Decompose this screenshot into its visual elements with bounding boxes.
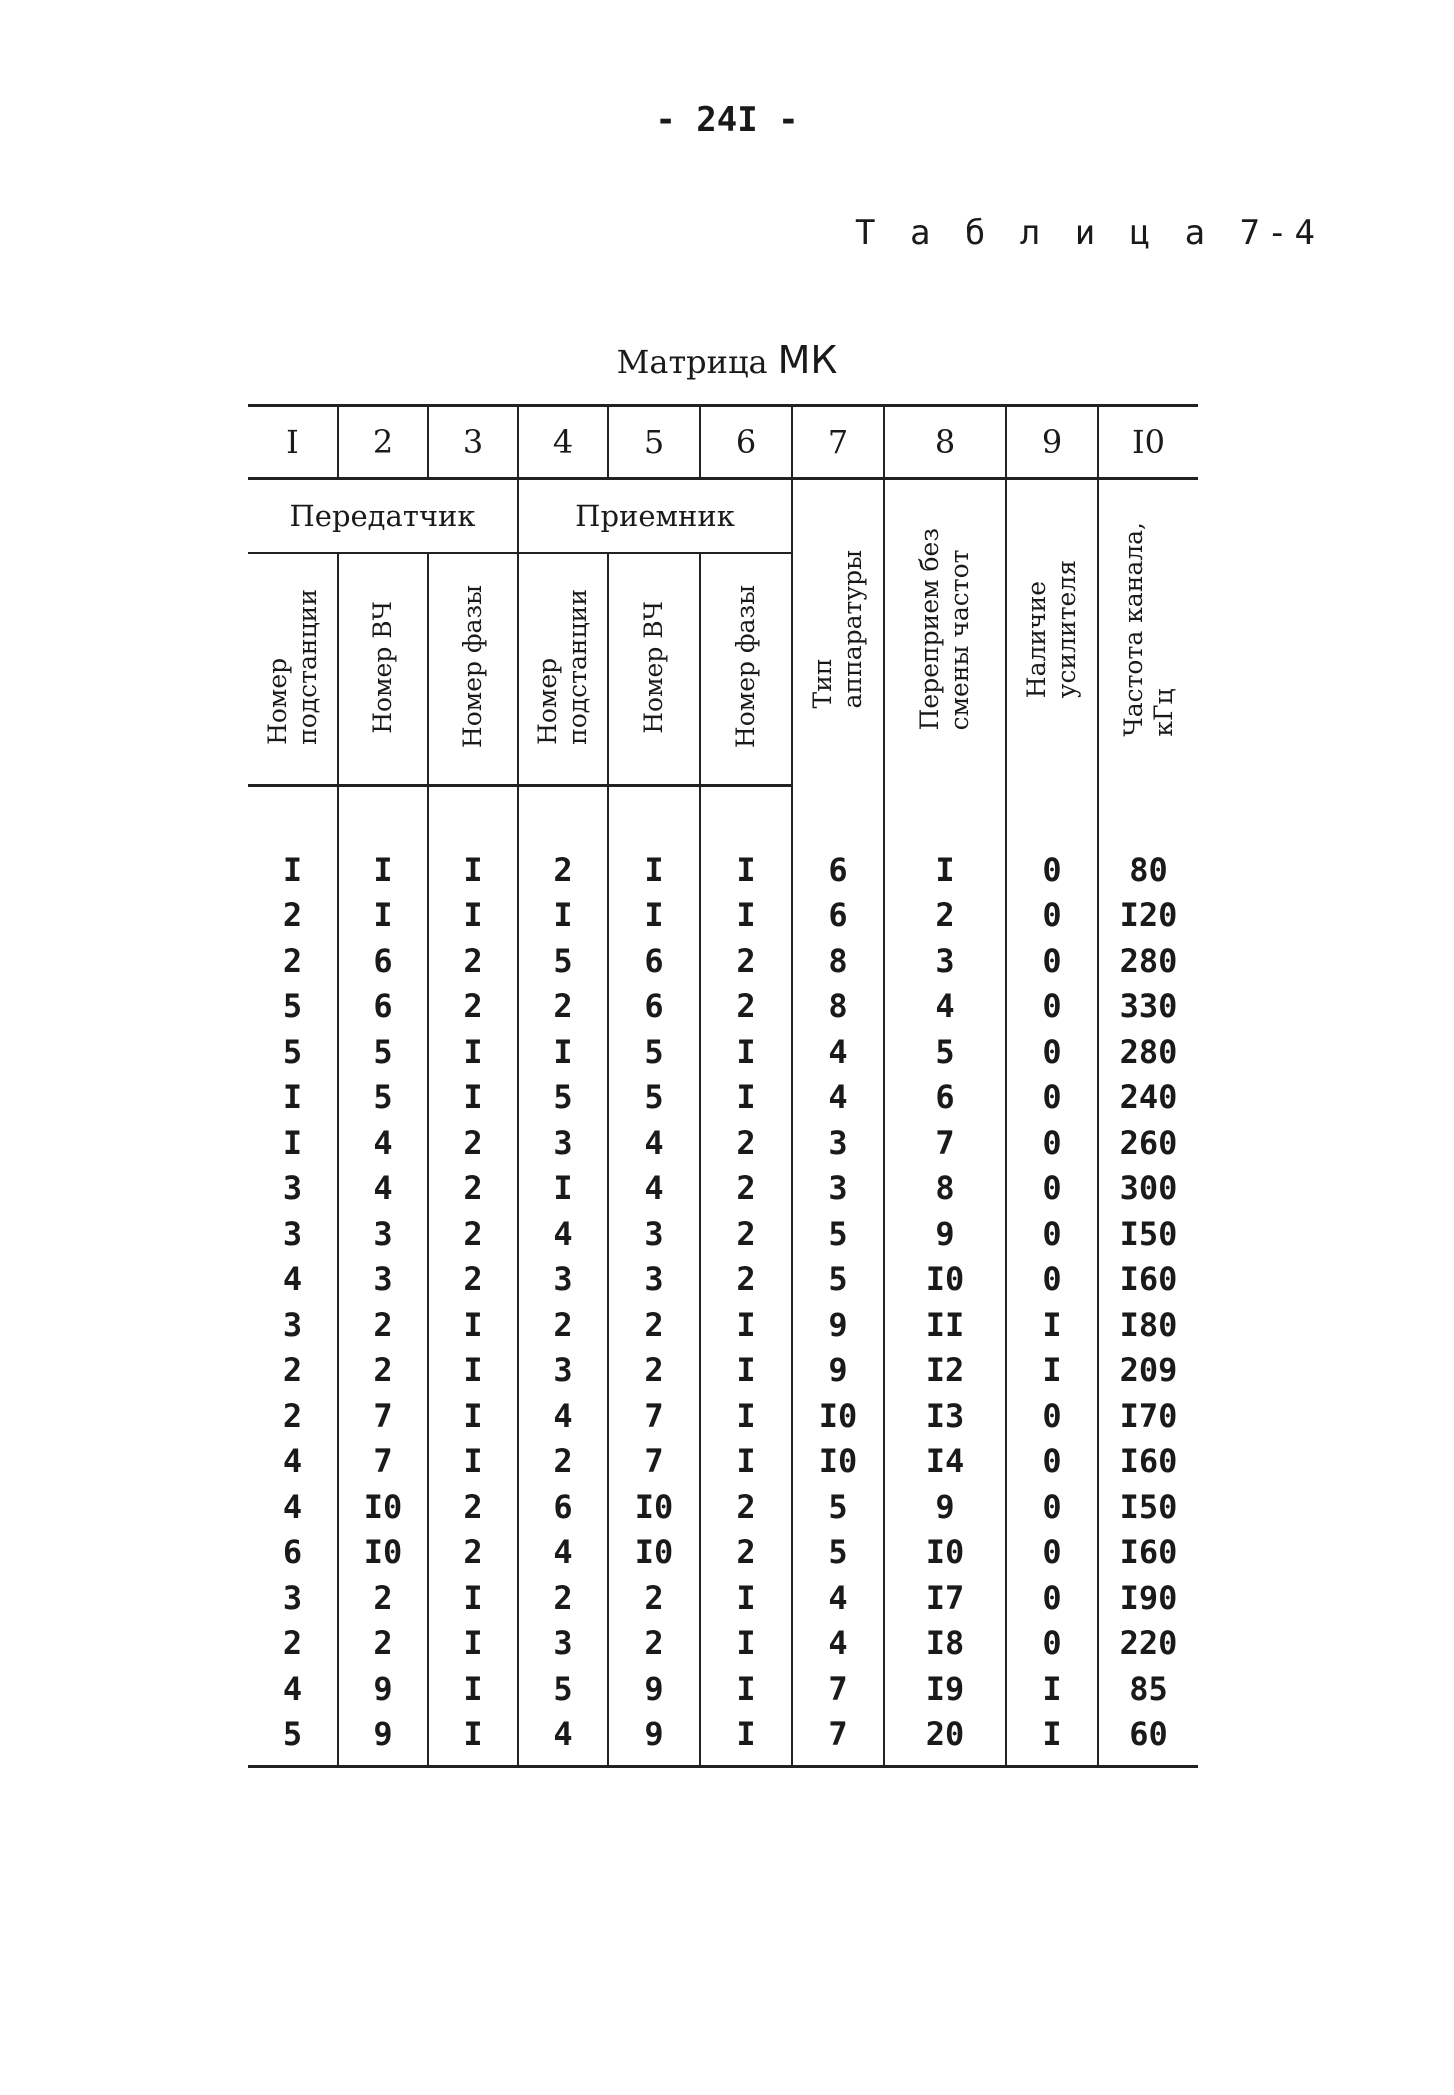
table-cell: 5	[792, 1257, 884, 1303]
table-cell: 0	[1006, 1029, 1098, 1075]
table-cell: I	[428, 1393, 518, 1439]
table-cell: 4	[282, 1260, 303, 1299]
table-cell: 0	[1006, 893, 1098, 939]
table-cell: I	[608, 893, 700, 939]
table-row	[248, 1257, 1198, 1303]
table-cell: 280	[1098, 1029, 1198, 1075]
table-cell: I	[1006, 1666, 1098, 1712]
table-row	[248, 1575, 1198, 1621]
table-cell: 60	[1098, 1712, 1198, 1767]
table-cell: 4	[792, 1621, 884, 1667]
table-cell: 4	[884, 984, 1006, 1030]
header-tx-phase: Номер фазы	[428, 553, 518, 786]
table-cell: 5	[608, 1029, 700, 1075]
table-cell: I0	[884, 1257, 1006, 1303]
table-cell: I0	[338, 1530, 428, 1576]
table-cell: 2	[700, 1484, 792, 1530]
table-cell: 9	[884, 1211, 1006, 1257]
table-row	[248, 1120, 1198, 1166]
header-rx-substation: Номер подстанции	[518, 553, 608, 786]
table-cell: I	[700, 1621, 792, 1667]
table-cell: 3	[282, 1214, 303, 1253]
table-cell: I	[338, 893, 428, 939]
table-cell: I	[428, 1712, 518, 1767]
table-cell: I	[608, 847, 700, 893]
table-cell: 4	[518, 1712, 608, 1767]
table-cell: I	[884, 847, 1006, 893]
table-cell: 2	[338, 1348, 428, 1394]
table-row	[248, 1348, 1198, 1394]
table-cell: 3	[608, 1211, 700, 1257]
table-cell: 5	[518, 1666, 608, 1712]
table-row	[248, 1393, 1198, 1439]
table-cell: 260	[1098, 1120, 1198, 1166]
table-cell: 0	[1006, 1484, 1098, 1530]
table-cell: 3	[518, 1348, 608, 1394]
table-cell: 2	[608, 1621, 700, 1667]
table-cell: I50	[1098, 1211, 1198, 1257]
table-cell: 280	[1098, 938, 1198, 984]
table-cell: 2	[700, 1166, 792, 1212]
header-amplifier: Наличие усилителя	[1006, 479, 1098, 786]
table-cell: 2	[282, 1351, 303, 1390]
table-cell: 5	[248, 1712, 338, 1767]
column-number: 8	[884, 406, 1006, 479]
table-cell: 3	[884, 938, 1006, 984]
column-number: 3	[428, 406, 518, 479]
table-cell: 5	[884, 1029, 1006, 1075]
table-cell: I4	[884, 1439, 1006, 1485]
table-cell: I20	[1098, 893, 1198, 939]
table-cell: 300	[1098, 1166, 1198, 1212]
table-cell: I	[428, 1666, 518, 1712]
table-cell: 5	[792, 1211, 884, 1257]
header-frequency: Частота канала, кГц	[1098, 479, 1198, 786]
table-row	[248, 1530, 1198, 1576]
table-cell: 6	[792, 893, 884, 939]
table-cell: I60	[1098, 1257, 1198, 1303]
table-cell: 2	[428, 1166, 518, 1212]
table-row	[248, 1439, 1198, 1485]
table-cell: I3	[884, 1393, 1006, 1439]
table-cell: 5	[338, 1029, 428, 1075]
table-cell: I	[428, 847, 518, 893]
table-cell: 2	[518, 984, 608, 1030]
table-cell: I	[700, 847, 792, 893]
table-row	[248, 1712, 1198, 1767]
table-cell: I	[1006, 1348, 1098, 1394]
table-cell: 6	[338, 938, 428, 984]
table-cell: I	[428, 1621, 518, 1667]
table-caption	[0, 338, 1454, 382]
table-cell: I	[518, 893, 608, 939]
column-number: I	[248, 406, 338, 479]
table-row	[248, 847, 1198, 893]
table-cell: 3	[608, 1257, 700, 1303]
table-cell: I70	[1098, 1393, 1198, 1439]
table-cell: 4	[338, 1166, 428, 1212]
table-cell: 4	[608, 1120, 700, 1166]
table-cell: I80	[1098, 1302, 1198, 1348]
matrix-table	[248, 404, 1198, 1768]
table-cell: II	[884, 1302, 1006, 1348]
table-cell: 3	[518, 1621, 608, 1667]
table-cell: 2	[428, 1484, 518, 1530]
table-cell: 0	[1006, 984, 1098, 1030]
table-cell: I	[700, 1075, 792, 1121]
column-number: 6	[700, 406, 792, 479]
table-cell: 330	[1098, 984, 1198, 1030]
table-cell: 7	[884, 1120, 1006, 1166]
table-cell: I	[700, 1666, 792, 1712]
table-cell: 0	[1006, 847, 1098, 893]
table-cell: 2	[428, 1120, 518, 1166]
table-cell: 0	[1006, 1211, 1098, 1257]
table-cell: I9	[884, 1666, 1006, 1712]
table-cell: I	[282, 1078, 303, 1117]
column-number: 7	[792, 406, 884, 479]
table-cell: 2	[608, 1348, 700, 1394]
table-cell: I	[428, 1075, 518, 1121]
table-cell: 0	[1006, 1621, 1098, 1667]
table-cell: 80	[1098, 847, 1198, 893]
table-row	[248, 1075, 1198, 1121]
table-cell: I	[700, 1575, 792, 1621]
group-receiver: Приемник	[518, 479, 792, 554]
table-row	[248, 1302, 1198, 1348]
table-cell: 0	[1006, 1120, 1098, 1166]
table-cell: 2	[700, 938, 792, 984]
table-cell: I	[1006, 1712, 1098, 1767]
table-cell: 209	[1098, 1348, 1198, 1394]
table-cell: 2	[700, 1257, 792, 1303]
table-row	[248, 1166, 1198, 1212]
table-cell: I0	[792, 1393, 884, 1439]
table-cell: 3	[338, 1257, 428, 1303]
table-cell: I	[428, 1439, 518, 1485]
table-cell: 5	[792, 1530, 884, 1576]
table-cell: 9	[608, 1712, 700, 1767]
table-cell: 7	[608, 1393, 700, 1439]
header-equipment-type: Тип аппаратуры	[792, 479, 884, 786]
table-cell: I	[428, 1575, 518, 1621]
table-cell: 2	[338, 1302, 428, 1348]
table-cell: 2	[282, 896, 303, 935]
table-cell: 0	[1006, 1166, 1098, 1212]
table-cell: 220	[1098, 1621, 1198, 1667]
table-cell: 2	[428, 1211, 518, 1257]
table-cell: I0	[338, 1484, 428, 1530]
group-header-row	[248, 479, 1198, 554]
table-cell: 2	[282, 941, 303, 980]
column-number: 9	[1006, 406, 1098, 479]
table-cell: 2	[884, 893, 1006, 939]
table-cell: 3	[518, 1120, 608, 1166]
table-row	[248, 1211, 1198, 1257]
table-cell: 7	[792, 1712, 884, 1767]
table-cell: 4	[518, 1393, 608, 1439]
table-cell: 4	[282, 1487, 303, 1526]
table-cell: 8	[792, 938, 884, 984]
table-cell: I0	[884, 1530, 1006, 1576]
table-cell: I	[518, 1029, 608, 1075]
caption-text: Матрица	[616, 343, 768, 381]
table-cell: I0	[608, 1484, 700, 1530]
table-cell: I	[700, 1712, 792, 1767]
table-cell: I0	[608, 1530, 700, 1576]
table-cell: 2	[518, 1439, 608, 1485]
table-cell: 20	[884, 1712, 1006, 1767]
table-cell: 4	[518, 1530, 608, 1576]
page-number: - 24I -	[655, 100, 799, 140]
table-cell: 6	[518, 1484, 608, 1530]
header-rx-phase: Номер фазы	[700, 553, 792, 786]
table-cell: I	[700, 1393, 792, 1439]
table-cell: 2	[608, 1302, 700, 1348]
caption-mk: МК	[777, 338, 838, 382]
table-cell: 5	[282, 1032, 303, 1071]
table-cell: 0	[1006, 1530, 1098, 1576]
table-cell: I90	[1098, 1575, 1198, 1621]
table-cell: 2	[282, 1624, 303, 1663]
column-number: 5	[608, 406, 700, 479]
table-cell: 4	[608, 1166, 700, 1212]
table-cell: 8	[884, 1166, 1006, 1212]
table-cell: I	[700, 1439, 792, 1485]
table-cell: 5	[282, 987, 303, 1026]
table-cell: 3	[792, 1120, 884, 1166]
table-cell: I	[428, 893, 518, 939]
table-cell: 2	[608, 1575, 700, 1621]
table-row	[248, 984, 1198, 1030]
table-cell: 5	[792, 1484, 884, 1530]
table-cell: 8	[792, 984, 884, 1030]
table-cell: 2	[338, 1575, 428, 1621]
table-cell: 5	[338, 1075, 428, 1121]
table-cell: 2	[428, 984, 518, 1030]
table-cell: 2	[428, 1530, 518, 1576]
table-cell: 85	[1098, 1666, 1198, 1712]
table-cell: 2	[428, 1257, 518, 1303]
table-cell: 6	[608, 938, 700, 984]
table-cell: 6	[884, 1075, 1006, 1121]
table-cell: 4	[518, 1211, 608, 1257]
table-cell: I	[338, 847, 428, 893]
group-transmitter: Передатчик	[248, 479, 518, 554]
table-cell: 4	[282, 1442, 303, 1481]
table-cell: 6	[608, 984, 700, 1030]
table-cell: I60	[1098, 1530, 1198, 1576]
table-cell: 4	[792, 1029, 884, 1075]
table-cell: I	[700, 1348, 792, 1394]
table-cell: 7	[338, 1439, 428, 1485]
column-number-row	[248, 406, 1198, 479]
table-cell: 3	[282, 1305, 303, 1344]
column-number: I0	[1098, 406, 1198, 479]
table-cell: 5	[518, 1075, 608, 1121]
table-row	[248, 938, 1198, 984]
table-cell: I2	[884, 1348, 1006, 1394]
table-cell: 2	[518, 1302, 608, 1348]
table-row	[248, 893, 1198, 939]
table-cell: 4	[282, 1669, 303, 1708]
table-cell: 4	[338, 1120, 428, 1166]
table-cell: I60	[1098, 1439, 1198, 1485]
table-cell: 0	[1006, 1393, 1098, 1439]
table-cell: 240	[1098, 1075, 1198, 1121]
table-cell: 2	[700, 1211, 792, 1257]
table-row	[248, 1621, 1198, 1667]
table-cell: 9	[792, 1348, 884, 1394]
table-cell: 6	[282, 1533, 303, 1572]
table-row	[248, 1666, 1198, 1712]
table-label: Т а б л и ц а 7-4	[855, 213, 1322, 253]
table-cell: I	[700, 1302, 792, 1348]
table-cell: 2	[700, 984, 792, 1030]
table-cell: 9	[608, 1666, 700, 1712]
table-cell: I	[700, 893, 792, 939]
table-cell: 5	[518, 938, 608, 984]
table-cell: 0	[1006, 1075, 1098, 1121]
table-row	[248, 1029, 1198, 1075]
table-cell: 2	[428, 938, 518, 984]
header-reception: Переприем без смены частот	[884, 479, 1006, 786]
table-cell: 9	[338, 1666, 428, 1712]
table-cell: 4	[792, 1575, 884, 1621]
table-cell: I	[282, 850, 303, 889]
table-cell: I	[428, 1302, 518, 1348]
table-cell: 3	[282, 1578, 303, 1617]
table-cell: I7	[884, 1575, 1006, 1621]
table-cell: 0	[1006, 1439, 1098, 1485]
table-cell: 0	[1006, 938, 1098, 984]
table-cell: 7	[338, 1393, 428, 1439]
table-cell: 2	[518, 847, 608, 893]
table-cell: 6	[338, 984, 428, 1030]
table-cell: 0	[1006, 1257, 1098, 1303]
column-number: 4	[518, 406, 608, 479]
table-cell: 7	[608, 1439, 700, 1485]
table-cell: I	[1006, 1302, 1098, 1348]
table-cell: I	[518, 1166, 608, 1212]
table-row	[248, 1484, 1198, 1530]
table-cell: 2	[700, 1530, 792, 1576]
table-cell: 9	[884, 1484, 1006, 1530]
table-cell: I	[700, 1029, 792, 1075]
table-cell: 2	[338, 1621, 428, 1667]
table-cell: I0	[792, 1439, 884, 1485]
table-cell: I	[428, 1348, 518, 1394]
column-number: 2	[338, 406, 428, 479]
table-cell: I	[282, 1123, 303, 1162]
table-cell: I8	[884, 1621, 1006, 1667]
table-cell: 2	[700, 1120, 792, 1166]
table-cell: 2	[518, 1575, 608, 1621]
table-cell: 3	[282, 1169, 303, 1208]
table-cell: 2	[282, 1396, 303, 1435]
spacer-row	[248, 786, 1198, 848]
table-cell: I50	[1098, 1484, 1198, 1530]
header-tx-vch: Номер ВЧ	[338, 553, 428, 786]
table-cell: 3	[338, 1211, 428, 1257]
table-cell: 9	[338, 1712, 428, 1767]
table-cell: 6	[792, 847, 884, 893]
table-cell: 3	[792, 1166, 884, 1212]
table-cell: 7	[792, 1666, 884, 1712]
table-cell: 5	[608, 1075, 700, 1121]
header-rx-vch: Номер ВЧ	[608, 553, 700, 786]
table-cell: I	[428, 1029, 518, 1075]
table-cell: 9	[792, 1302, 884, 1348]
header-tx-substation: Номер подстанции	[248, 553, 338, 786]
table-cell: 4	[792, 1075, 884, 1121]
table-cell: 3	[518, 1257, 608, 1303]
table-cell: 0	[1006, 1575, 1098, 1621]
